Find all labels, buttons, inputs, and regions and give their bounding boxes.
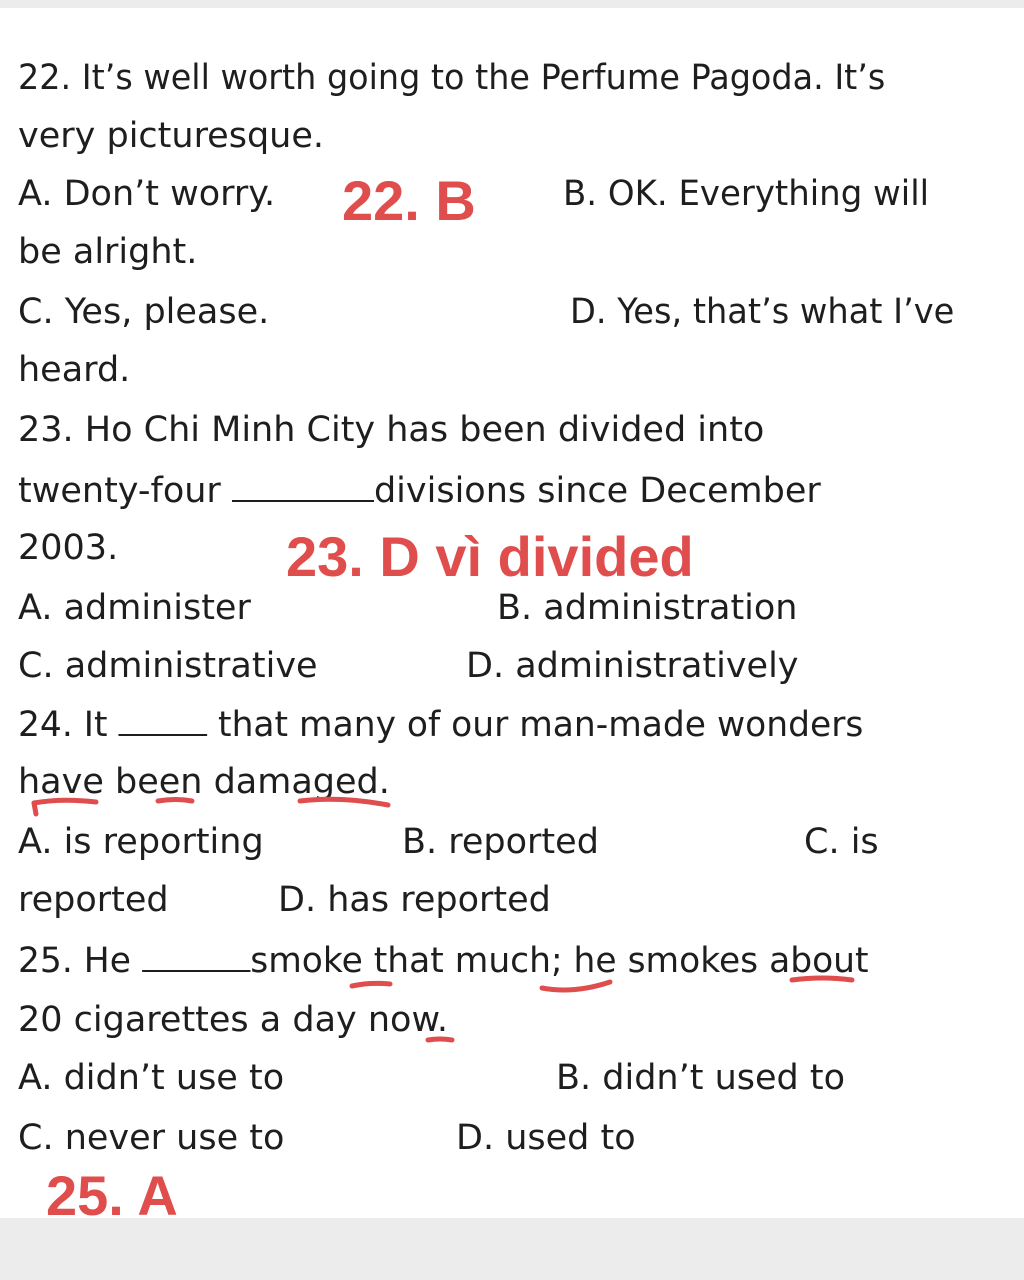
q25-stem-line1-after: smoke that much; he smokes about xyxy=(250,941,869,981)
q23-option-a: A. administer xyxy=(18,588,251,628)
q23-option-c: C. administrative xyxy=(18,646,318,686)
q24-option-b: B. reported xyxy=(402,822,599,862)
q25-option-a: A. didn’t use to xyxy=(18,1058,285,1098)
q25-option-b: B. didn’t used to xyxy=(556,1058,846,1098)
q23-option-d: D. administratively xyxy=(466,646,799,686)
q23-blank xyxy=(232,468,374,502)
q24-option-c-continued: reported xyxy=(18,880,169,920)
q23-stem-line2-after: divisions since December xyxy=(373,471,821,511)
q23-stem-line3: 2003. xyxy=(18,528,119,568)
q24-option-c: C. is xyxy=(804,822,879,862)
q24-stem-line1 xyxy=(18,702,863,747)
q24-stem-line1-before: 24. It xyxy=(18,705,119,745)
q22-option-a: A. Don’t worry. xyxy=(18,174,276,214)
q25-stem-line1-before: 25. He xyxy=(18,941,142,981)
q24-blank xyxy=(118,702,207,736)
underline-that xyxy=(352,983,390,986)
q25-option-d: D. used to xyxy=(456,1118,636,1158)
q23-answer-annotation: 23. D vì divided xyxy=(286,525,694,588)
q22-stem-line2: very picturesque. xyxy=(18,116,325,156)
q23-stem-line2-before: twenty-four xyxy=(18,471,232,511)
q23-stem-line2 xyxy=(18,468,821,513)
q25-stem-line1 xyxy=(18,938,869,983)
q25-stem-line2: 20 cigarettes a day now. xyxy=(18,1000,448,1040)
q22-option-b: B. OK. Everything will xyxy=(563,174,930,214)
q25-answer-annotation: 25. A xyxy=(46,1164,178,1227)
q22-stem-line1: 22. It’s well worth going to the Perfume Pagoda. It’s xyxy=(18,58,886,98)
q24-stem-line2: have been damaged. xyxy=(18,762,390,802)
q23-stem-line1: 23. Ho Chi Minh City has been divided into xyxy=(18,410,765,450)
q22-answer-annotation: 22. B xyxy=(342,169,476,232)
q22-option-d-continued: heard. xyxy=(18,350,131,390)
q22-option-b-continued: be alright. xyxy=(18,232,198,272)
q24-option-d: D. has reported xyxy=(278,880,551,920)
q23-option-b: B. administration xyxy=(497,588,798,628)
q24-stem-line1-after: that many of our man-made wonders xyxy=(207,705,864,745)
q24-option-a: A. is reporting xyxy=(18,822,264,862)
underline-have-tick xyxy=(34,803,36,814)
worksheet-page xyxy=(0,8,1024,1227)
q25-option-c: C. never use to xyxy=(18,1118,285,1158)
q22-option-c: C. Yes, please. xyxy=(18,292,270,332)
q22-option-d: D. Yes, that’s what I’ve xyxy=(570,292,955,332)
underline-much xyxy=(542,982,610,990)
q25-blank xyxy=(142,938,250,972)
